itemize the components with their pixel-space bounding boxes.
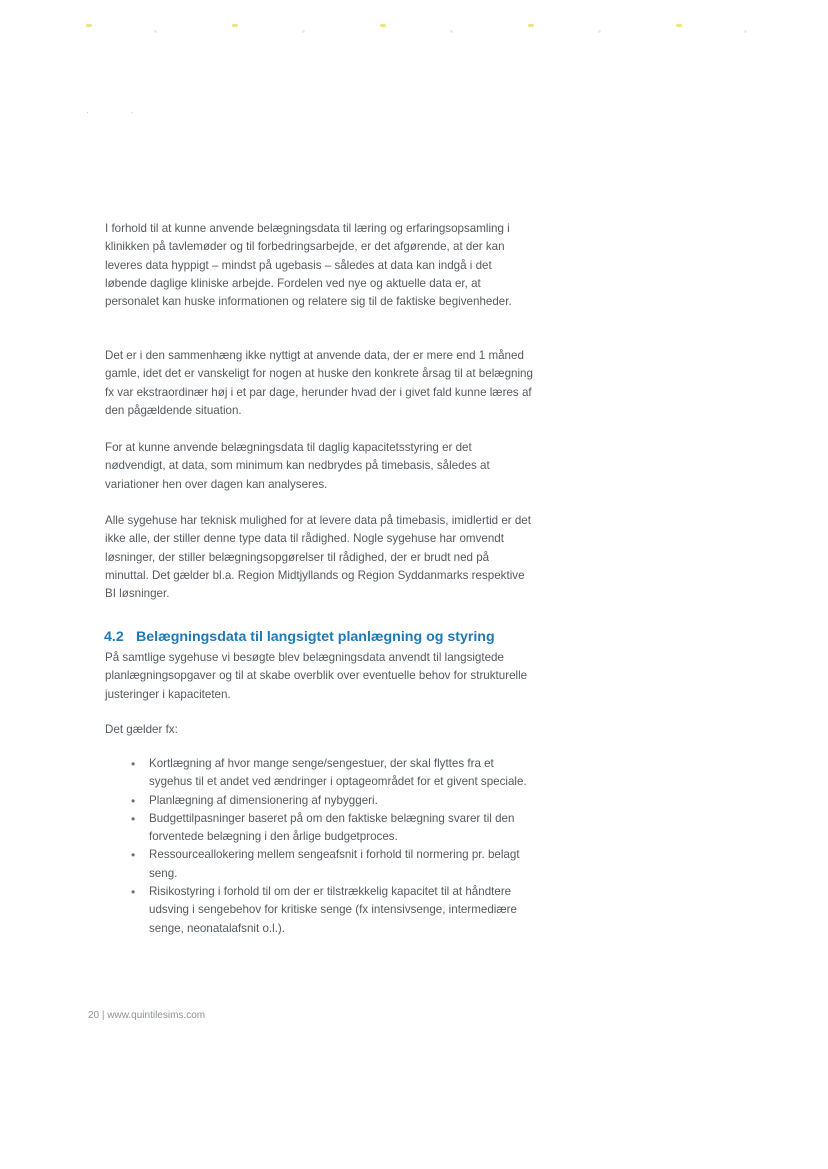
- list-item-text: Risikostyring i forhold til om der er tilstrækkelig kapacitet til at håndtere udsving i sengebehov for kritiske senge (fx intensivsenge, intermediære senge, neonatalafsnit o.l.).: [149, 885, 517, 935]
- section-lead: Det gælder fx:: [105, 723, 178, 736]
- list-item-text: Kortlægning af hvor mange senge/sengestuer, der skal flyttes fra et sygehus til et andet ved ændringer i optageområdet for et givent speciale.: [149, 757, 527, 789]
- paragraph-capacity-steering: For at kunne anvende belægningsdata til daglig kapacitetsstyring er det nødvendigt, at data, som minimum kan nedbrydes på timebasis, således at variationer hen over dagen kan analyseres.: [105, 441, 490, 491]
- scan-mark: [676, 24, 682, 27]
- list-item: [131, 792, 531, 810]
- paragraph-data-age: Det er i den sammenhæng ikke nyttigt at anvende data, der er mere end 1 måned gamle, idet det er vanskeligt for nogen at huske den konkrete årsag til at belægning fx var ekstraordinær høj i et par dage, herunder hvad der i givet fald kunne læres af den pågældende situation.: [105, 349, 533, 417]
- scan-specks: · ·: [86, 108, 154, 117]
- scan-marks: [0, 0, 828, 60]
- paragraph-data-frequency: I forhold til at kunne anvende belægningsdata til læring og erfaringsopsamling i klinikken på tavlemøder og til forbedringsarbejde, er det afgørende, at der kan leveres data hyppigt – mindst på ugebasis – således at data kan indgå i det løbende daglige kliniske arbejde. Fordelen ved nye og aktuelle data er, at personalet kan huske informationen og relatere sig til de faktiske begivenheder.: [105, 222, 512, 309]
- paragraph-hospital-solutions: Alle sygehuse har teknisk mulighed for at levere data på timebasis, imidlertid er det ikke alle, der stiller denne type data til rådighed. Nogle sygehuse har omvendt løsninger, der stiller belægningsopgørelser til rådighed, der er brudt ned på minuttal. Det gælder bl.a. Region Midtjyllands og Region Syddanmarks respektive BI løsninger.: [105, 514, 531, 601]
- bullet-icon: •: [131, 885, 136, 900]
- list-item-text: Planlægning af dimensionering af nybyggeri.: [149, 793, 378, 807]
- list-item-text: Ressourceallokering mellem sengeafsnit i forhold til normering pr. belagt seng.: [149, 848, 520, 880]
- list-item: [131, 846, 531, 883]
- section-intro: På samtlige sygehuse vi besøgte blev belægningsdata anvendt til langsigtede planlægningsopgaver og til at skabe overblik over eventuelle behov for strukturelle justeringer i kapaciteten.: [105, 651, 528, 701]
- bullet-icon: •: [131, 793, 136, 808]
- scan-mark: [232, 24, 238, 27]
- section-title: Belægningsdata til langsigtet planlægning og styring: [136, 629, 495, 645]
- list-item: [131, 883, 531, 938]
- scan-mark: [744, 30, 747, 33]
- bullet-list: [131, 755, 531, 938]
- bullet-icon: •: [131, 811, 136, 826]
- scan-mark: [86, 24, 92, 27]
- list-item: [131, 810, 531, 847]
- list-item-text: Budgettilpasninger baseret på om den faktiske belægning svarer til den forventede belægning i den årlige budgetproces.: [149, 811, 515, 844]
- bullet-icon: •: [131, 757, 136, 771]
- bullet-icon: •: [131, 848, 136, 863]
- scan-mark: [302, 30, 305, 33]
- section-heading: [104, 627, 544, 647]
- page-footer: 20 | www.quintilesims.com: [88, 1010, 206, 1021]
- scan-mark: [154, 30, 157, 33]
- scan-mark: [598, 30, 601, 33]
- list-item: [131, 755, 531, 792]
- section-number: 4.2: [104, 629, 124, 645]
- scan-mark: [528, 24, 534, 27]
- scan-mark: [450, 30, 453, 33]
- scan-mark: [380, 24, 386, 27]
